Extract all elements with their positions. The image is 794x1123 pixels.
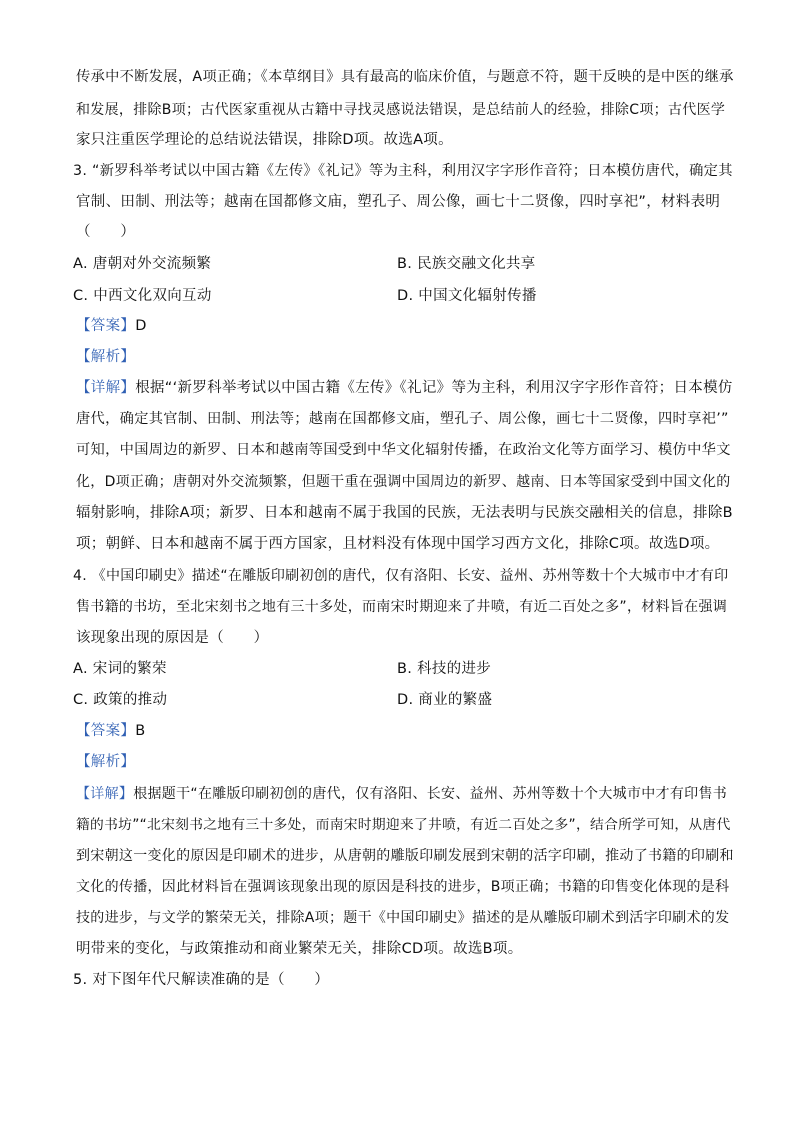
q3-detail-line: 化，D项正确；唐朝对外交流频繁，但题干重在强调中国周边的新罗、越南、日本等国家受到中国文化的: [76, 474, 731, 490]
q3-detail-line: 可知，中国周边的新罗、日本和越南等国受到中华文化辐射传播，在政治文化等方面学习、模仿中华文: [76, 442, 731, 458]
q3-detail-line: [76, 378, 733, 398]
q3-option-b: B. 民族交融文化共享: [397, 256, 536, 272]
answer-value: B: [135, 723, 146, 739]
q3-analysis-heading: [76, 347, 135, 367]
q4-detail-line: 技的进步，与文学的繁荣无关，排除A项；题干《中国印刷史》描述的是从雕版印刷术到活字印刷术的发: [76, 910, 730, 926]
analysis-label: 【解析】: [76, 349, 136, 365]
q4-stem-line: 售书籍的书坊，至北宋刻书之地有三十多处，而南宋时期迎来了井喷，有近二百处之多”，材料旨在强调: [76, 599, 728, 615]
detail-text: 根据“‘新罗科举考试以中国古籍《左传》《礼记》等为主科，利用汉字字形作音符；日本模仿: [135, 380, 733, 396]
q4-analysis-heading: [76, 752, 135, 772]
q4-stem-line: 该现象出现的原因是（ ）: [76, 630, 269, 646]
q3-stem-line: （ ）: [76, 224, 136, 240]
q3-answer: [76, 316, 147, 336]
detail-text: 根据题干“在雕版印刷初创的唐代，仅有洛阳、长安、益州、苏州等数十个大城市中才有印售书: [133, 786, 728, 802]
q4-option-b: B. 科技的进步: [397, 661, 492, 677]
prev-analysis-line: 家只注重医学理论的总结说法错误，排除D项。故选A项。: [76, 132, 453, 148]
q3-option-c: C. 中西文化双向互动: [73, 288, 212, 304]
detail-label: 【详解】: [76, 380, 136, 396]
q4-detail-line: 文化的传播，因此材料旨在强调该现象出现的原因是科技的进步，B项正确；书籍的印售变化体现的是科: [76, 879, 730, 895]
q3-option-a: A. 唐朝对外交流频繁: [73, 256, 212, 272]
q3-detail-line: 辐射影响，排除A项；新罗、日本和越南不属于我国的民族，无法表明与民族交融相关的信息，排除B: [76, 505, 733, 521]
q4-detail-line: 籍的书坊”“北宋刻书之地有三十多处，而南宋时期迎来了井喷，有近二百处之多”，结合所学可知，从唐代: [76, 817, 731, 833]
prev-analysis-line: 和发展，排除B项；古代医家重视从古籍中寻找灵感说法错误，是总结前人的经验，排除C项；古代医学: [76, 102, 726, 118]
q4-answer: [76, 721, 145, 741]
prev-analysis-line: 传承中不断发展，A项正确；《本草纲目》具有最高的临床价值，与题意不符，题干反映的是中医的继承: [76, 69, 734, 85]
detail-label: 【详解】: [76, 786, 134, 802]
answer-label: 【答案】: [76, 318, 136, 334]
q3-stem-line: 官制、田制、刑法等；越南在国都修文庙，塑孔子、周公像，画七十二贤像，四时享祀”，材料表明: [76, 194, 721, 210]
q4-detail-line: 到宋朝这一变化的原因是印刷术的进步，从唐朝的雕版印刷发展到宋朝的活字印刷，推动了书籍的印刷和: [76, 848, 734, 864]
answer-label: 【答案】: [76, 723, 136, 739]
answer-value: D: [135, 318, 147, 334]
q3-stem-line: 3. “新罗科举考试以中国古籍《左传》《礼记》等为主科，利用汉字字形作音符；日本模仿唐代，确定其: [73, 163, 733, 179]
q3-detail-line: 项；朝鲜、日本和越南不属于西方国家，且材料没有体现中国学习西方文化，排除C项。故选D项。: [76, 536, 720, 552]
analysis-label: 【解析】: [76, 754, 136, 770]
q3-option-d: D. 中国文化辐射传播: [397, 288, 537, 304]
q4-option-c: C. 政策的推动: [73, 692, 168, 708]
q4-stem-line: 4. 《中国印刷史》描述“在雕版印刷初创的唐代，仅有洛阳、长安、益州、苏州等数十个大城市中才有印: [73, 568, 729, 584]
q3-detail-line: 唐代，确定其官制、田制、刑法等；越南在国都修文庙，塑孔子、周公像，画七十二贤像，四时享祀’”: [76, 411, 729, 427]
q4-option-d: D. 商业的繁盛: [397, 692, 493, 708]
q4-detail-line: 明带来的变化，与政策推动和商业繁荣无关，排除CD项。故选B项。: [76, 941, 523, 957]
q4-detail-line: [76, 784, 727, 804]
q4-option-a: A. 宋词的繁荣: [73, 661, 167, 677]
q5-stem: 5. 对下图年代尺解读准确的是（ ）: [73, 972, 330, 988]
